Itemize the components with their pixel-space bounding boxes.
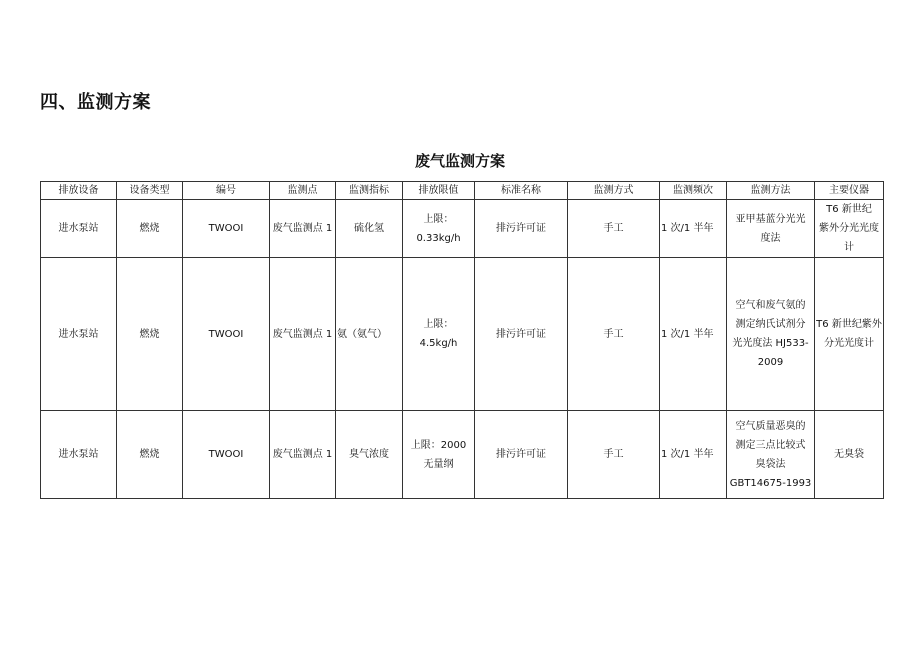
table-cell: T6 新世纪紫外 分光光度计 <box>815 258 884 411</box>
table-cell: 上限： 4.5kg/h <box>403 258 475 411</box>
table-cell: 燃烧 <box>117 200 183 258</box>
table-cell: 空气和废气氨的 测定纳氏试剂分 光光度法 HJ533- 2009 <box>727 258 815 411</box>
table-cell: 进水泵站 <box>41 200 117 258</box>
table-cell: TWOOI <box>183 200 270 258</box>
table-cell: 排污许可证 <box>475 258 568 411</box>
table-cell: 进水泵站 <box>41 258 117 411</box>
header-cell-frequency: 监测频次 <box>660 182 727 200</box>
table-cell: 进水泵站 <box>41 411 117 499</box>
table-cell: 手工 <box>568 258 660 411</box>
table-cell: 上限：2000 无量纲 <box>403 411 475 499</box>
table-cell: 燃烧 <box>117 411 183 499</box>
table-cell: 废气监测点 1 <box>270 258 336 411</box>
header-cell-indicator: 监测指标 <box>336 182 403 200</box>
table-header-row <box>41 182 884 200</box>
table-cell: 氨（氨气） <box>336 258 403 411</box>
table-cell: 硫化氢 <box>336 200 403 258</box>
header-cell-device: 排放设备 <box>41 182 117 200</box>
table-cell: 1 次/1 半年 <box>660 411 727 499</box>
table-row <box>41 411 884 499</box>
table-cell: TWOOI <box>183 258 270 411</box>
table-cell: 1 次/1 半年 <box>660 258 727 411</box>
table-cell: 燃烧 <box>117 258 183 411</box>
table-cell: 空气质量恶臭的 测定三点比较式 臭袋法 GBT14675-1993 <box>727 411 815 499</box>
table-cell: 无臭袋 <box>815 411 884 499</box>
table-row <box>41 258 884 411</box>
table-cell: 排污许可证 <box>475 200 568 258</box>
table-cell: 手工 <box>568 411 660 499</box>
header-cell-instrument: 主要仪器 <box>815 182 884 200</box>
section-heading: 四、监测方案 <box>40 92 151 113</box>
table-cell: 废气监测点 1 <box>270 200 336 258</box>
table-title: 废气监测方案 <box>414 152 505 170</box>
header-cell-mode: 监测方式 <box>568 182 660 200</box>
table-cell: 排污许可证 <box>475 411 568 499</box>
header-cell-standard: 标准名称 <box>475 182 568 200</box>
table-cell: TWOOI <box>183 411 270 499</box>
table-cell: 亚甲基蓝分光光 度法 <box>727 200 815 258</box>
header-cell-code: 编号 <box>183 182 270 200</box>
table-cell: 上限： 0.33kg/h <box>403 200 475 258</box>
table-cell: 手工 <box>568 200 660 258</box>
table-row <box>41 200 884 258</box>
header-cell-device-type: 设备类型 <box>117 182 183 200</box>
header-cell-method: 监测方法 <box>727 182 815 200</box>
table-cell: T6 新世纪 紫外分光光度 计 <box>815 200 884 258</box>
header-cell-monitoring-point: 监测点 <box>270 182 336 200</box>
monitoring-table <box>40 181 884 499</box>
header-cell-limit: 排放限值 <box>403 182 475 200</box>
table-cell: 1 次/1 半年 <box>660 200 727 258</box>
table-cell: 废气监测点 1 <box>270 411 336 499</box>
table-cell: 臭气浓度 <box>336 411 403 499</box>
